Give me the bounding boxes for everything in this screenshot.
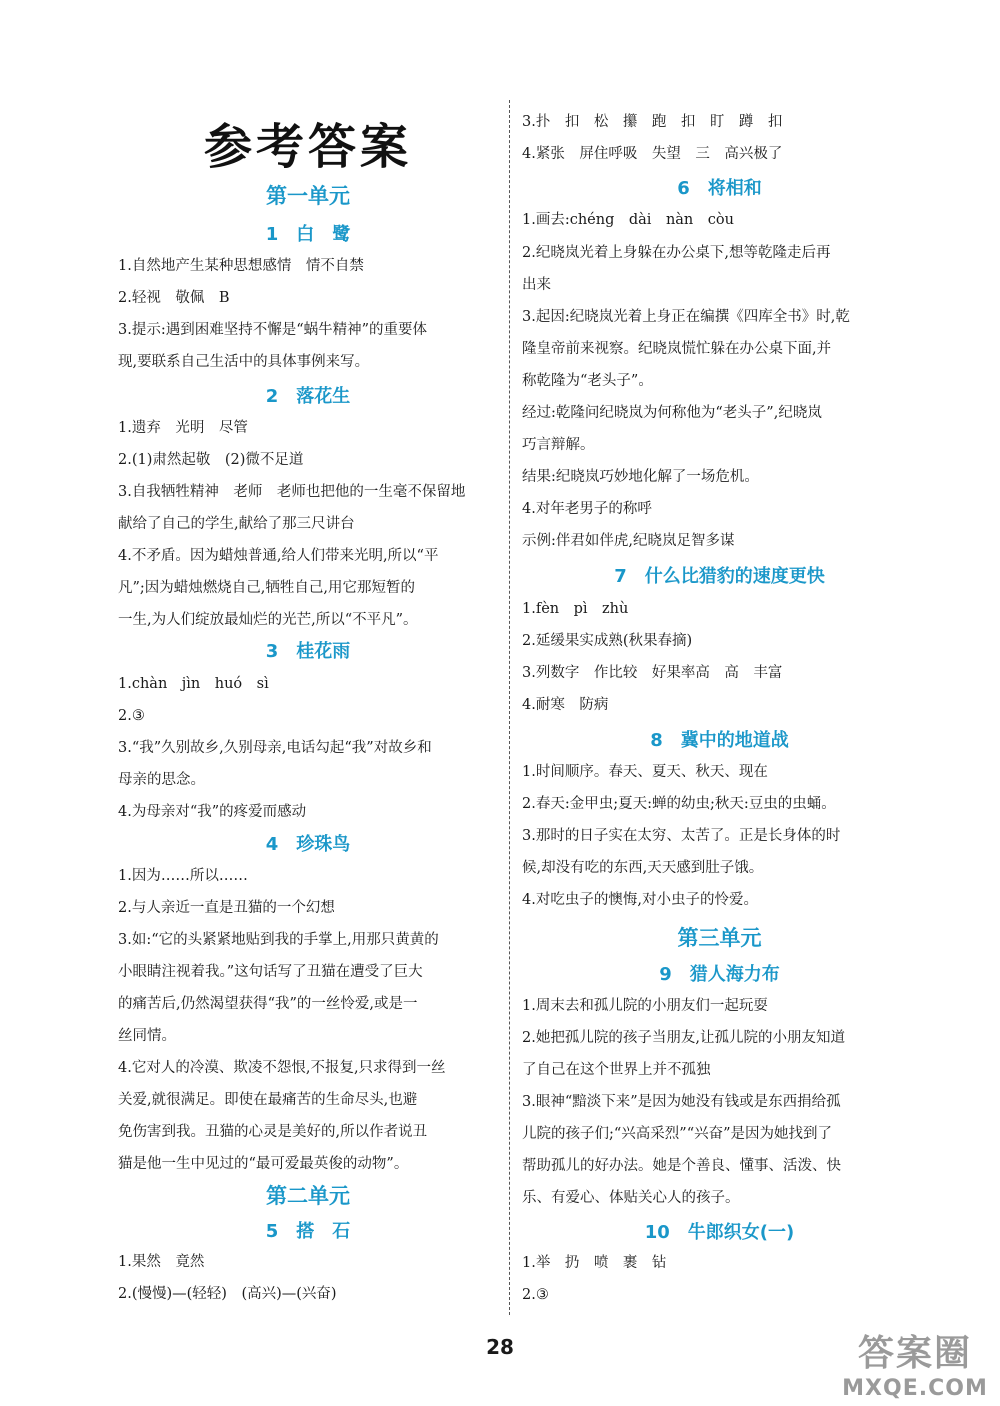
answer-line: 母亲的思念。 bbox=[118, 772, 205, 788]
answer-line: 乐、有爱心、体贴关心人的孩子。 bbox=[522, 1190, 740, 1206]
watermark-title: 答案圈 bbox=[857, 1333, 972, 1374]
column-divider bbox=[509, 100, 510, 1315]
answer-line: 3.扑 扣 松 攥 跑 扣 盯 蹲 扣 bbox=[522, 114, 783, 130]
page-number: 28 bbox=[486, 1335, 514, 1359]
answer-line: 小眼睛注视着我。”这句话写了丑猫在遭受了巨大 bbox=[118, 964, 423, 980]
answer-line: 一生,为人们绽放最灿烂的光芒,所以“不平凡”。 bbox=[118, 612, 418, 628]
answer-line: 2.轻视 敬佩 B bbox=[118, 290, 230, 306]
answer-line: 献给了自己的学生,献给了那三尺讲台 bbox=[118, 516, 355, 532]
answer-line: 1.fèn pì zhù bbox=[522, 601, 629, 617]
lesson-heading: 7 什么比猎豹的速度更快 bbox=[614, 566, 825, 587]
answer-line: 了自己在这个世界上并不孤独 bbox=[522, 1062, 711, 1078]
answer-line: 3.“我”久别故乡,久别母亲,电话勾起“我”对故乡和 bbox=[118, 740, 432, 756]
page-title: 参考答案 bbox=[203, 119, 412, 175]
answer-line: 出来 bbox=[522, 277, 551, 293]
answer-line: 1.周末去和孤儿院的小朋友们一起玩耍 bbox=[522, 998, 768, 1014]
answer-line: 4.为母亲对“我”的疼爱而感动 bbox=[118, 804, 307, 820]
answer-line: 候,却没有吃的东西,天天感到肚子饿。 bbox=[522, 860, 764, 876]
answer-line: 的痛苦后,仍然渴望获得“我”的一丝怜爱,或是一 bbox=[118, 996, 418, 1012]
answer-line: 儿院的孩子们;“兴高采烈”“兴奋”是因为她找到了 bbox=[522, 1126, 833, 1142]
unit-heading: 第一单元 bbox=[266, 184, 350, 208]
answer-line: 2.③ bbox=[522, 1287, 549, 1303]
answer-line: 2.③ bbox=[118, 708, 145, 724]
answer-line: 1.举 扔 喷 裹 钻 bbox=[522, 1255, 667, 1271]
answer-line: 1.时间顺序。春天、夏天、秋天、现在 bbox=[522, 764, 768, 780]
answer-line: 关爱,就很满足。即使在最痛苦的生命尽头,也避 bbox=[118, 1092, 418, 1108]
lesson-heading: 4 珍珠鸟 bbox=[265, 834, 351, 855]
answer-line: 2.(慢慢)—(轻轻) (高兴)—(兴奋) bbox=[118, 1286, 337, 1302]
answer-line: 3.如:“它的头紧紧地贴到我的手掌上,用那只黄黄的 bbox=[118, 932, 439, 948]
lesson-heading: 9 猎人海力布 bbox=[659, 964, 780, 985]
lesson-heading: 1 白 鹭 bbox=[265, 224, 351, 245]
answer-line: 现,要联系自己生活中的具体事例来写。 bbox=[118, 354, 370, 370]
answer-line: 3.那时的日子实在太穷、太苦了。正是长身体的时 bbox=[522, 828, 841, 844]
answer-line: 2.纪晓岚光着上身躲在办公桌下,想等乾隆走后再 bbox=[522, 245, 831, 261]
answer-line: 1.画去:chéng dài nàn còu bbox=[522, 212, 734, 228]
answer-line: 经过:乾隆问纪晓岚为何称他为“老头子”,纪晓岚 bbox=[522, 405, 822, 421]
lesson-heading: 3 桂花雨 bbox=[265, 641, 351, 662]
answer-line: 2.她把孤儿院的孩子当朋友,让孤儿院的小朋友知道 bbox=[522, 1030, 845, 1046]
unit-heading: 第三单元 bbox=[677, 926, 762, 950]
answer-line: 1.因为……所以…… bbox=[118, 868, 248, 884]
answer-line: 3.自我牺牲精神 老师 老师也把他的一生毫不保留地 bbox=[118, 484, 466, 500]
answer-line: 2.与人亲近一直是丑猫的一个幻想 bbox=[118, 900, 335, 916]
answer-line: 免伤害到我。丑猫的心灵是美好的,所以作者说丑 bbox=[118, 1124, 428, 1140]
lesson-heading: 8 冀中的地道战 bbox=[650, 730, 789, 751]
answer-line: 2.(1)肃然起敬 (2)微不足道 bbox=[118, 452, 304, 468]
answer-line: 3.眼神“黯淡下来”是因为她没有钱或是东西捐给孤 bbox=[522, 1094, 841, 1110]
answer-line: 4.它对人的冷漠、欺凌不怨恨,不报复,只求得到一丝 bbox=[118, 1060, 446, 1076]
answer-line: 猫是他一生中见过的“最可爱最英俊的动物”。 bbox=[118, 1156, 409, 1172]
lesson-heading: 10 牛郎织女(一) bbox=[644, 1222, 795, 1243]
answer-line: 4.不矛盾。因为蜡烛普通,给人们带来光明,所以“平 bbox=[118, 548, 439, 564]
watermark-url: MXQE.COM bbox=[842, 1376, 988, 1401]
unit-heading: 第二单元 bbox=[266, 1184, 350, 1208]
answer-line: 隆皇帝前来视察。纪晓岚慌忙躲在办公桌下面,并 bbox=[522, 341, 832, 357]
lesson-heading: 2 落花生 bbox=[265, 386, 351, 407]
answer-line: 3.列数字 作比较 好果率高 高 丰富 bbox=[522, 665, 783, 681]
answer-line: 4.对年老男子的称呼 bbox=[522, 501, 652, 517]
answer-line: 3.提示:遇到困难坚持不懈是“蜗牛精神”的重要体 bbox=[118, 322, 428, 338]
answer-line: 4.耐寒 防病 bbox=[522, 697, 609, 713]
answer-line: 示例:伴君如伴虎,纪晓岚足智多谋 bbox=[522, 533, 735, 549]
answer-line: 4.对吃虫子的懊悔,对小虫子的怜爱。 bbox=[522, 892, 758, 908]
answer-line: 2.延缓果实成熟(秋果春摘) bbox=[522, 633, 693, 649]
lesson-heading: 5 搭 石 bbox=[265, 1221, 351, 1242]
answer-line: 4.紧张 屏住呼吸 失望 三 高兴极了 bbox=[522, 146, 783, 162]
answer-line: 2.春天:金甲虫;夏天:蝉的幼虫;秋天:豆虫的虫蛹。 bbox=[522, 796, 836, 812]
watermark-logo bbox=[830, 1325, 1000, 1405]
answer-line: 1.遗弃 光明 尽管 bbox=[118, 420, 248, 436]
answer-line: 巧言辩解。 bbox=[522, 437, 595, 453]
answer-line: 1.chàn jìn huó sì bbox=[118, 676, 269, 692]
answer-line: 丝同情。 bbox=[118, 1028, 176, 1044]
answer-line: 1.自然地产生某种思想感情 情不自禁 bbox=[118, 258, 364, 274]
answer-line: 1.果然 竟然 bbox=[118, 1254, 205, 1270]
answer-line: 凡”;因为蜡烛燃烧自己,牺牲自己,用它那短暂的 bbox=[118, 580, 416, 596]
answer-line: 3.起因:纪晓岚光着上身正在编撰《四库全书》时,乾 bbox=[522, 309, 850, 325]
lesson-heading: 6 将相和 bbox=[677, 178, 762, 199]
answer-line: 结果:纪晓岚巧妙地化解了一场危机。 bbox=[522, 469, 759, 485]
answer-line: 称乾隆为“老头子”。 bbox=[522, 373, 653, 389]
answer-line: 帮助孤儿的好办法。她是个善良、懂事、活泼、快 bbox=[522, 1158, 841, 1174]
